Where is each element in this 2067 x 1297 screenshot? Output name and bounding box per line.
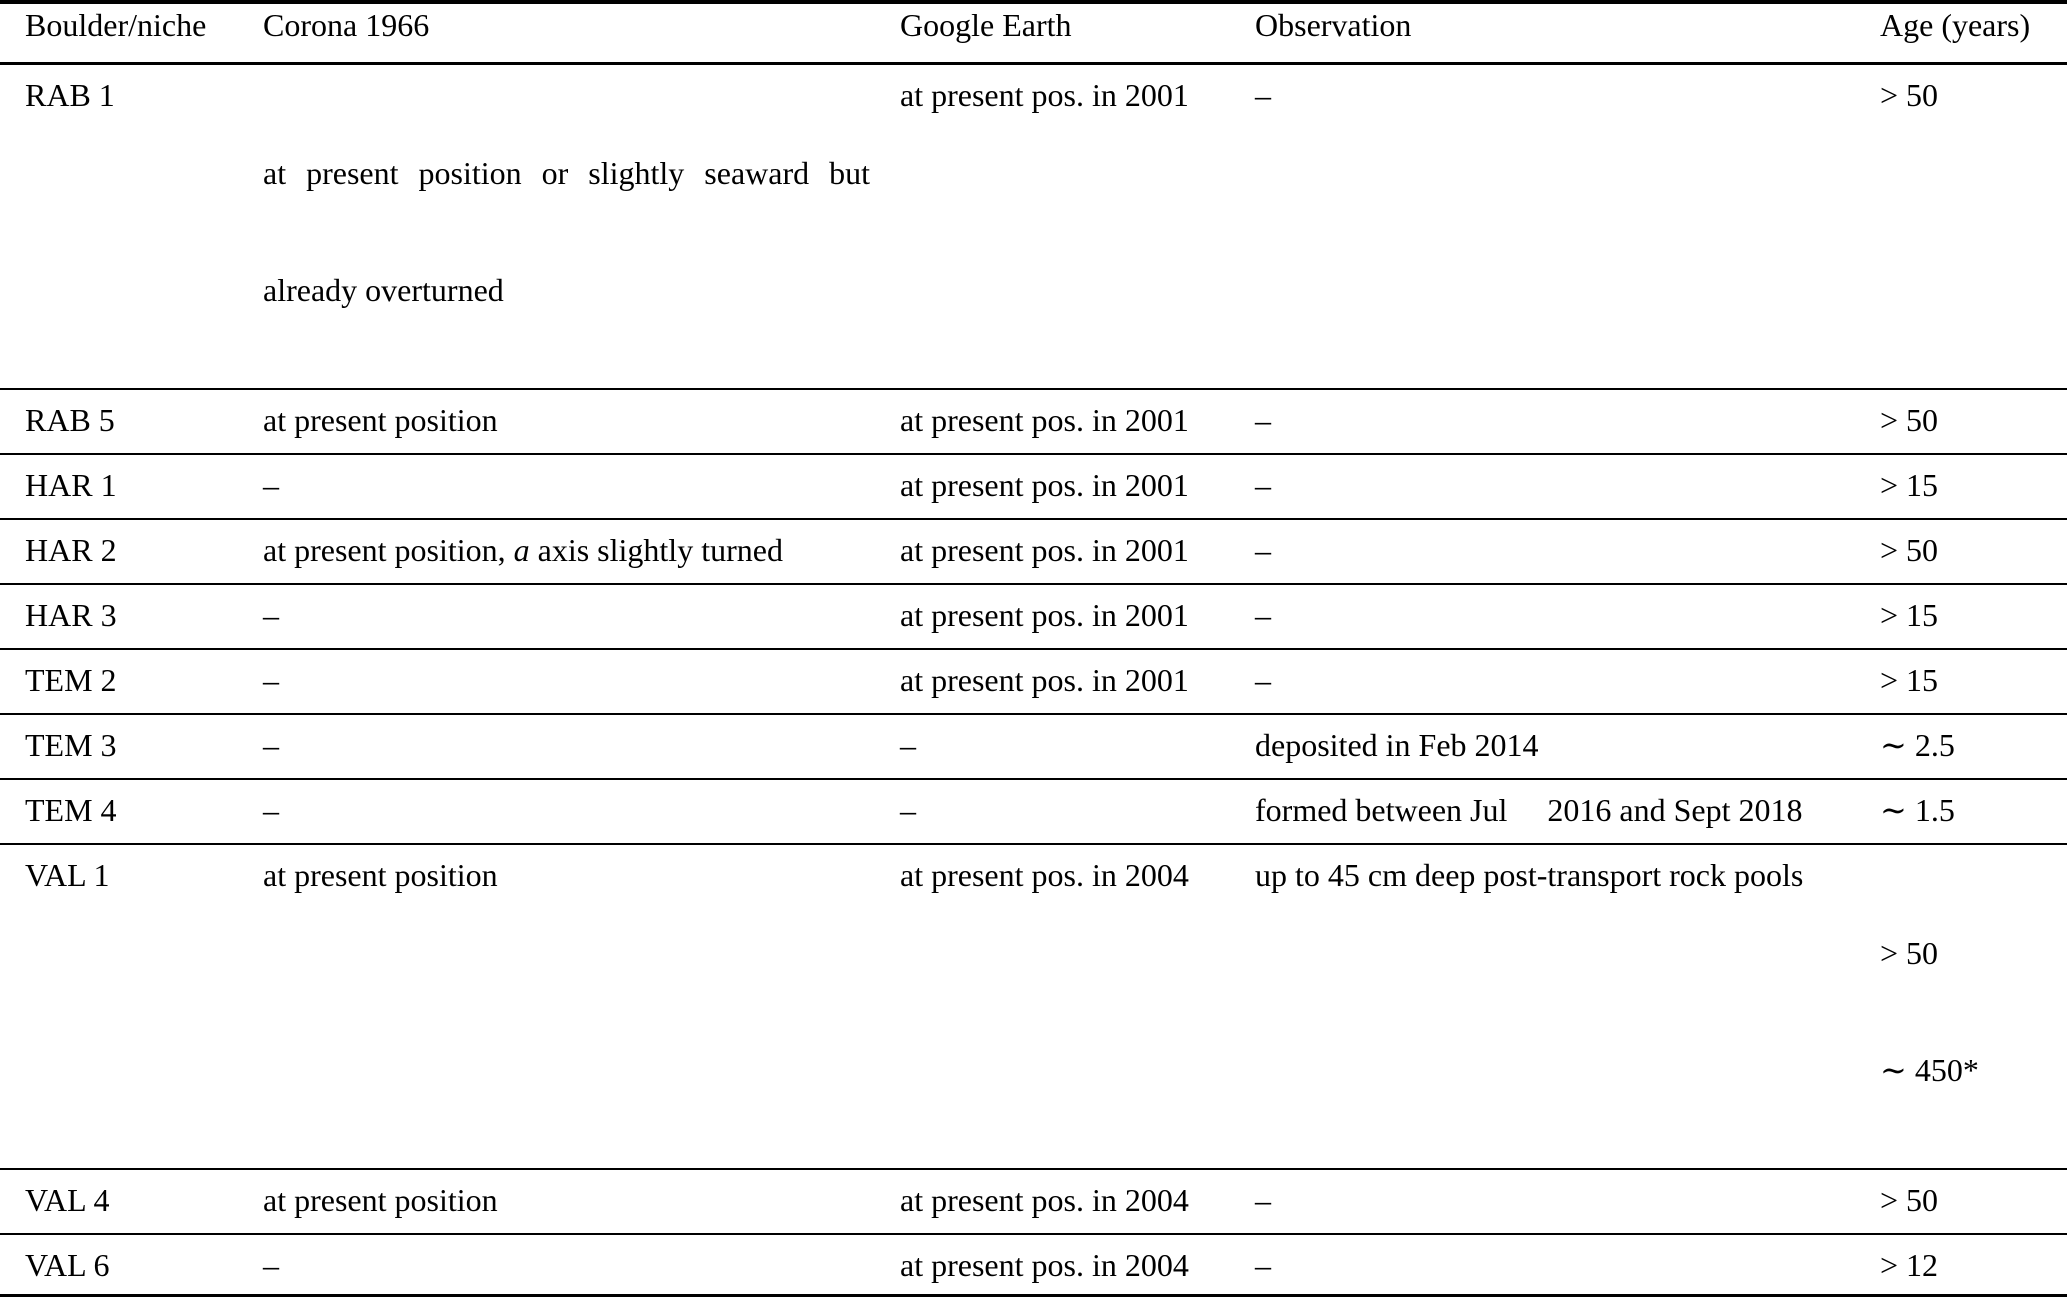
cell-observation: – (1255, 77, 1271, 113)
cell-corona-line1: at present position or slightly seaward but (263, 155, 870, 191)
cell-observation: up to 45 cm deep post-transport rock pools (1255, 857, 1804, 893)
cell-age: > 50 (1880, 77, 1939, 113)
cell-observation: – (1255, 662, 1271, 698)
cell-corona: – (263, 597, 279, 633)
cell-age: > 50 (1880, 532, 1939, 568)
cell-corona: – (263, 792, 279, 828)
cell-corona (238, 64, 875, 390)
cell-corona (238, 519, 875, 584)
table-row-har2 (0, 519, 2067, 584)
table-row-rab1 (0, 64, 2067, 390)
cell-corona: – (263, 727, 279, 763)
cell-boulder-id: TEM 3 (25, 727, 117, 763)
cell-corona-line2: already overturned (263, 272, 504, 308)
cell-age: > 15 (1880, 597, 1939, 633)
cell-observation: – (1255, 532, 1271, 568)
cell-age: > 50 (1880, 402, 1939, 438)
cell-corona: – (263, 662, 279, 698)
cell-google-earth: at present pos. in 2001 (900, 77, 1189, 113)
cell-boulder-id: TEM 2 (25, 662, 117, 698)
column-header-age-years: Age (years) (1880, 7, 2031, 43)
table-row-tem3 (0, 714, 2067, 779)
table-body (0, 64, 2067, 1296)
cell-observation: – (1255, 597, 1271, 633)
header-row (0, 2, 2067, 64)
cell-observation: – (1255, 1247, 1271, 1283)
cell-age: > 50 (1880, 1182, 1939, 1218)
column-header-boulder-niche: Boulder/niche (25, 7, 207, 43)
cell-observation: deposited in Feb 2014 (1255, 727, 1539, 763)
cell-boulder-id: HAR 1 (25, 467, 117, 503)
cell-age-line2: ∼ 450* (1880, 1052, 1979, 1088)
cell-corona-text: at present position, (263, 532, 514, 568)
cell-age: ∼ 2.5 (1880, 727, 1955, 763)
cell-age: > 12 (1880, 1247, 1939, 1283)
cell-google-earth: at present pos. in 2001 (900, 467, 1189, 503)
cell-boulder-id: RAB 1 (25, 77, 115, 113)
cell-boulder-id: TEM 4 (25, 792, 117, 828)
cell-corona: – (263, 1247, 279, 1283)
cell-age-line1: > 50 (1880, 935, 1939, 971)
cell-corona-axis-variable: a (513, 532, 530, 568)
cell-google-earth: at present pos. in 2001 (900, 532, 1189, 568)
table-row-val1 (0, 844, 2067, 1169)
cell-google-earth: at present pos. in 2004 (900, 1247, 1189, 1283)
cell-google-earth: – (900, 727, 916, 763)
cell-boulder-id: RAB 5 (25, 402, 115, 438)
cell-age: > 15 (1880, 467, 1939, 503)
column-header-corona-1966: Corona 1966 (263, 7, 430, 43)
cell-google-earth: at present pos. in 2001 (900, 597, 1189, 633)
cell-boulder-id: VAL 6 (25, 1247, 110, 1283)
table-row-val6 (0, 1234, 2067, 1296)
cell-google-earth: at present pos. in 2004 (900, 857, 1189, 893)
cell-observation: – (1255, 1182, 1271, 1218)
cell-boulder-id: VAL 1 (25, 857, 110, 893)
table-row-tem2 (0, 649, 2067, 714)
table-row-tem4 (0, 779, 2067, 844)
column-header-observation: Observation (1255, 7, 1412, 43)
table-row-har3 (0, 584, 2067, 649)
cell-google-earth: – (900, 792, 916, 828)
table-row-har1 (0, 454, 2067, 519)
cell-observation: formed between Jul 2016 and Sept 2018 (1255, 792, 1803, 828)
cell-google-earth: at present pos. in 2004 (900, 1182, 1189, 1218)
cell-corona: at present position (263, 1182, 498, 1218)
cell-observation: – (1255, 402, 1271, 438)
cell-boulder-id: HAR 2 (25, 532, 117, 568)
cell-corona: – (263, 467, 279, 503)
cell-boulder-id: VAL 4 (25, 1182, 110, 1218)
cell-age: ∼ 1.5 (1880, 792, 1955, 828)
cell-corona: at present position (263, 402, 498, 438)
cell-observation: – (1255, 467, 1271, 503)
cell-google-earth: at present pos. in 2001 (900, 402, 1189, 438)
column-header-google-earth: Google Earth (900, 7, 1072, 43)
cell-age (1855, 844, 2067, 1169)
cell-corona-text: axis slightly turned (529, 532, 783, 568)
cell-corona: at present position (263, 857, 498, 893)
cell-boulder-id: HAR 3 (25, 597, 117, 633)
cell-age: > 15 (1880, 662, 1939, 698)
table-row-val4 (0, 1169, 2067, 1234)
table-header (0, 2, 2067, 64)
table-row-rab5 (0, 389, 2067, 454)
cell-google-earth: at present pos. in 2001 (900, 662, 1189, 698)
